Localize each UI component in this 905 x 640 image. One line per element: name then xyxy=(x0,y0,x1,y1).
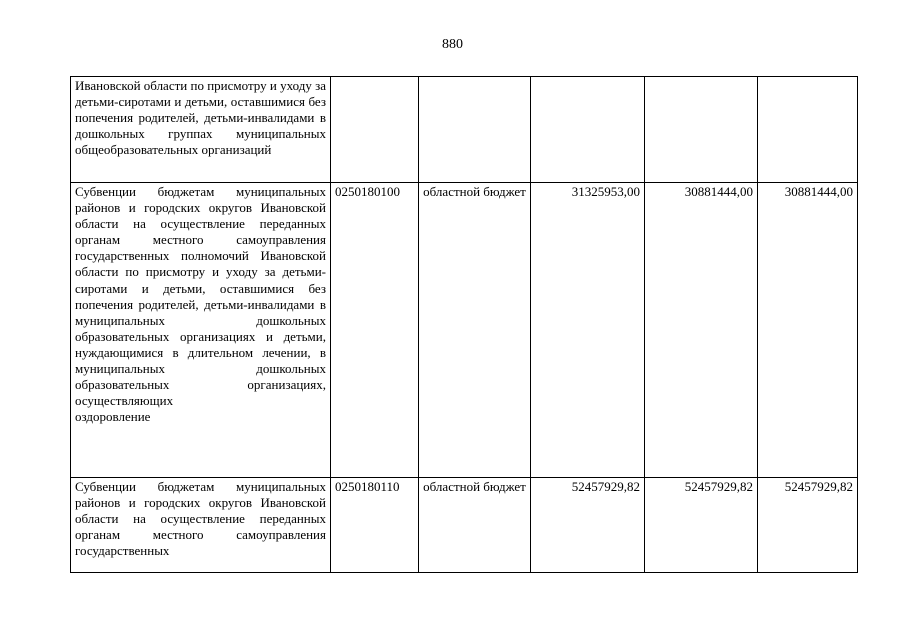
row-value-3-cell xyxy=(758,77,858,183)
row-name-cell xyxy=(71,183,331,478)
page-number: 880 xyxy=(442,37,463,52)
row-value-2-cell: 52457929,82 xyxy=(645,478,758,573)
row-source-cell: областной бюджет xyxy=(419,183,531,478)
row-source-cell xyxy=(419,77,531,183)
row-code-cell: 0250180110 xyxy=(331,478,419,573)
row-value-1-cell xyxy=(531,77,645,183)
row-name-last-line: общеобразовательных организаций xyxy=(75,142,272,158)
row-code-cell xyxy=(331,77,419,183)
row-code-cell: 0250180100 xyxy=(331,183,419,478)
row-value-2-cell xyxy=(645,77,758,183)
row-name-text: Субвенции бюджетам муниципальных районов и городских округов Ивановской области на осуществление переданных органам местного самоуправления государственных xyxy=(75,479,326,559)
row-value-3-cell: 52457929,82 xyxy=(758,478,858,573)
row-value-1-cell: 31325953,00 xyxy=(531,183,645,478)
row-value-2-cell: 30881444,00 xyxy=(645,183,758,478)
row-value-1-cell: 52457929,82 xyxy=(531,478,645,573)
row-value-3-cell: 30881444,00 xyxy=(758,183,858,478)
budget-table xyxy=(70,76,858,573)
table-row xyxy=(71,478,858,573)
row-name-text: Субвенции бюджетам муниципальных районов и городских округов Ивановской области на осуществление переданных органам местного самоуправления государственных полномочий Ивановской области по присмотру и уходу за детьми-сиротами и детьми, оставшимися без попечения родителей, детьми-инвалидами в муниципальных дошкольных образовательных организациях и детьми, нуждающимися в длительном лечении, в муниципальных дошкольных образовательных организациях, осуществляющих xyxy=(75,184,326,409)
table-row xyxy=(71,77,858,183)
row-name-cell xyxy=(71,478,331,573)
row-name-last-line: оздоровление xyxy=(75,409,151,425)
table-row xyxy=(71,183,858,478)
row-name-text: Ивановской области по присмотру и уходу за детьми-сиротами и детьми, оставшимися без попечения родителей, детьми-инвалидами в дошкольных группах муниципальных xyxy=(75,78,326,142)
row-name-cell xyxy=(71,77,331,183)
row-source-cell: областной бюджет xyxy=(419,478,531,573)
